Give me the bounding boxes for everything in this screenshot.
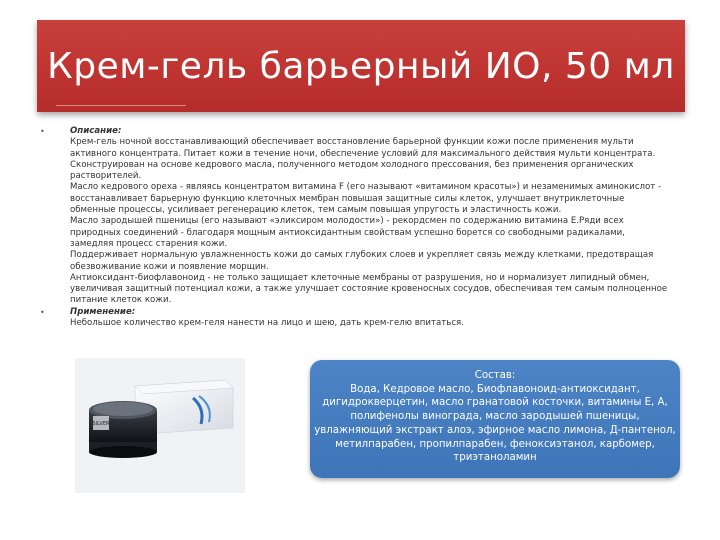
description-paragraph: Масло кедрового ореха - являясь концентратом витамина F (его называют «витамином красоты») и незаменимых аминокислот - восстанавливает барьерную функцию клеточных мембран повышая защитные силы клеток, улучшает внутриклеточные обменные процессы, усиливает регенерацию клеток, тем самым повышая упругость и эластичность кожи. xyxy=(70,182,662,216)
bullet-icon: • xyxy=(40,127,45,136)
description-item xyxy=(40,126,670,307)
usage-text: Небольшое количество крем-геля нанести на лицо и шею, дать крем-гелю впитаться. xyxy=(70,318,464,329)
bullet-icon: • xyxy=(40,307,45,317)
description-paragraph: Антиоксидант-биофлавоноид - не только защищает клеточные мембраны от разрушения, но и нормализует липидный обмен, увеличивая защитный потенциал кожи, а также улучшает состояние кровеносных сосудов, обеспечивая тем самым полноценное питание клеток кожи. xyxy=(70,272,668,306)
description-paragraph: Крем-гель ночной восстанавливающий обеспечивает восстановление барьерной функции кожи после применения мульти активного концентрата. Питает кожи в течение ночи, обеспечение условий для максимального действия мульти концентрата. Сконструирован на основе кедрового масла, полученного методом холодного прессования, без применения органических растворителей. xyxy=(70,137,656,182)
usage-heading: Применение: xyxy=(70,306,136,317)
title-underline xyxy=(56,105,186,106)
composition-line: метилпарабен, пропилпарабен, феноксиэтанол, карбомер, xyxy=(335,438,655,450)
title-banner xyxy=(37,20,685,112)
usage-item xyxy=(40,307,670,330)
composition-line: Вода, Кедровое масло, Биофлавоноид-антиоксидант, xyxy=(350,383,640,395)
composition-box xyxy=(310,360,680,478)
product-image xyxy=(75,358,245,493)
composition-line: полифенолы винограда, масло зародышей пшеницы, xyxy=(350,411,640,423)
product-illustration xyxy=(75,358,245,493)
description-paragraph: Масло зародышей пшеницы (его называют «эликсиром молодости») - рекордсмен по содержанию витамина Е.Ряди всех природных соединений - благодаря мощным антиоксидантным свойствам успешно борется со свободными радикалами, замедляя процесс старения кожи. xyxy=(70,216,625,249)
composition-line: Состав: xyxy=(474,370,516,381)
composition-line: дигидрокверцетин, масло гранатовой косточки, витамины Е, А, xyxy=(322,397,668,409)
description-list xyxy=(40,126,670,329)
page-title: Крем-гель барьерный ИО, 50 мл xyxy=(47,45,675,87)
product-label: SILVER xyxy=(92,421,110,427)
composition-line: триэтаноламин xyxy=(453,452,537,464)
composition-line: увлажняющий экстракт алоэ, эфирное масло лимона, Д-пантенол, xyxy=(314,424,676,436)
description-paragraph: Поддерживает нормальную увлажненность кожи до самых глубоких слоев и укрепляет связь между клетками, предотвращая обезвоживание кожи и появление морщин. xyxy=(70,250,654,272)
description-heading: Описание: xyxy=(70,126,122,136)
